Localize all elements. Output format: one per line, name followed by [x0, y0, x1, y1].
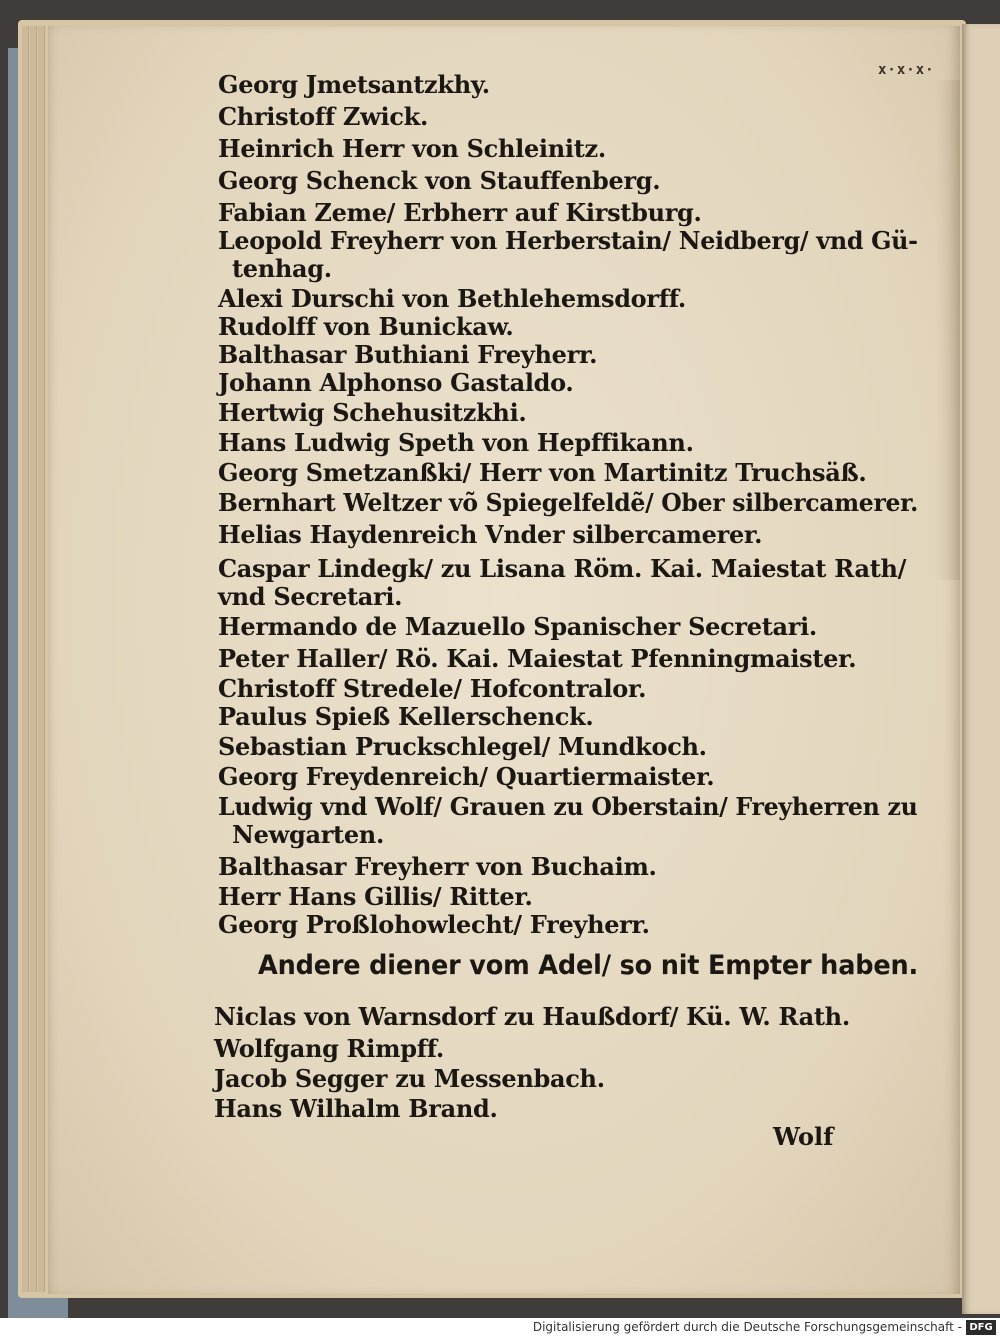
text-line: tenhag. — [232, 254, 332, 283]
text-line: Fabian Zeme/ Erbherr auf Kirstburg. — [218, 198, 702, 227]
text-line: Christoff Stredele/ Hofcontralor. — [218, 674, 647, 703]
text-line: Hertwig Schehusitzkhi. — [218, 398, 527, 427]
text-line: Johann Alphonso Gastaldo. — [218, 368, 574, 397]
text-line: Georg Freydenreich/ Quartiermaister. — [218, 762, 715, 791]
text-line: Ludwig vnd Wolf/ Grauen zu Oberstain/ Freyherren zu — [218, 792, 918, 821]
text-line: vnd Secretari. — [218, 582, 403, 611]
text-line: Georg Smetzanßki/ Herr von Martinitz Truchsäß. — [218, 458, 867, 487]
text-line: Hermando de Mazuello Spanischer Secretari. — [218, 612, 817, 641]
printer-marks: x·x·x· — [878, 62, 935, 78]
text-line: Niclas von Warnsdorf zu Haußdorf/ Kü. W. Rath. — [214, 1002, 850, 1031]
footer-bar — [0, 1318, 1000, 1339]
footer-credit: Digitalisierung gefördert durch die Deutsche Forschungsgemeinschaft - — [532, 1320, 962, 1334]
text-line: Peter Haller/ Rö. Kai. Maiestat Pfenningmaister. — [218, 644, 857, 673]
text-line: Alexi Durschi von Bethlehemsdorff. — [218, 284, 686, 313]
section-heading: Andere diener vom Adel/ so nit Empter haben. — [258, 950, 919, 981]
text-line: Georg Jmetsantzkhy. — [218, 70, 490, 99]
text-line: Wolfgang Rimpff. — [214, 1034, 444, 1063]
text-line: Caspar Lindegk/ zu Lisana Röm. Kai. Maiestat Rath/ — [218, 554, 907, 583]
text-line: Leopold Freyherr von Herberstain/ Neidberg/ vnd Gü- — [218, 226, 918, 255]
text-line: Newgarten. — [232, 820, 385, 849]
text-line: Balthasar Freyherr von Buchaim. — [218, 852, 657, 881]
text-line: Jacob Segger zu Messenbach. — [214, 1064, 605, 1093]
dfg-logo: DFG — [966, 1320, 996, 1335]
text-line: Sebastian Pruckschlegel/ Mundkoch. — [218, 732, 707, 761]
text-line: Balthasar Buthiani Freyherr. — [218, 340, 598, 369]
text-line: Bernhart Weltzer võ Spiegelfeldẽ/ Ober silbercamerer. — [218, 488, 918, 517]
catchword: Wolf — [773, 1122, 834, 1151]
text-line: Christoff Zwick. — [218, 102, 429, 131]
text-line: Herr Hans Gillis/ Ritter. — [218, 882, 533, 911]
text-line: Heinrich Herr von Schleinitz. — [218, 134, 606, 163]
text-line: Rudolff von Bunickaw. — [218, 312, 514, 341]
text-line: Hans Wilhalm Brand. — [214, 1094, 498, 1123]
text-line: Helias Haydenreich Vnder silbercamerer. — [218, 520, 763, 549]
text-line: Georg Proßlohowlecht/ Freyherr. — [218, 910, 650, 939]
text-line: Georg Schenck von Stauffenberg. — [218, 166, 661, 195]
text-line: Hans Ludwig Speth von Hepffikann. — [218, 428, 694, 457]
text-line: Paulus Spieß Kellerschenck. — [218, 702, 594, 731]
